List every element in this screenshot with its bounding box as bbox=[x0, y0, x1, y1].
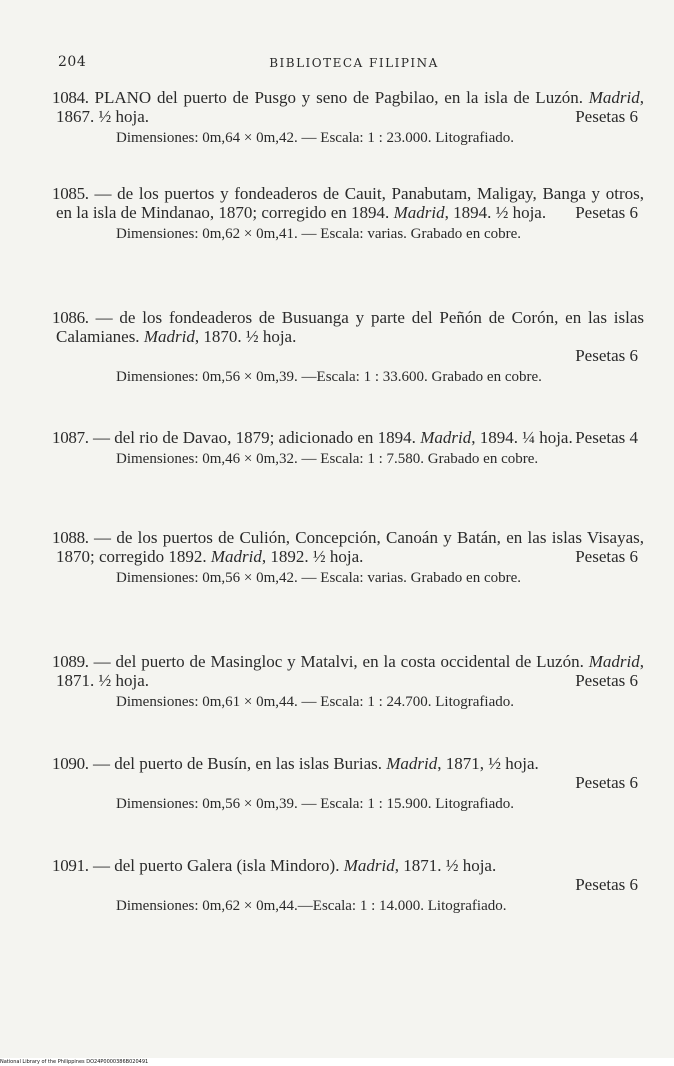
entry-price: Pesetas 6 bbox=[575, 671, 638, 690]
entry-date-size: , 1894. ¼ hoja. bbox=[471, 428, 573, 447]
entry-number: 1086. bbox=[52, 308, 89, 327]
entry-place: Madrid bbox=[588, 652, 640, 671]
entry-number: 1084. bbox=[52, 88, 89, 107]
entry-dimensions: Dimensiones: 0m,56 × 0m,39. — Escala: 1 : 15.900. Litografiado. bbox=[116, 796, 514, 812]
entry-description: — de los fondeaderos de Busuanga y parte del Peñón de Corón, en las islas Calamianes. bbox=[56, 308, 644, 346]
entry-description: PLANO del puerto de Pusgo y seno de Pagbilao, en la isla de Luzón. bbox=[88, 88, 589, 107]
entry-description: — del puerto de Busín, en las islas Burias. bbox=[88, 754, 387, 773]
entry-dimensions: Dimensiones: 0m,62 × 0m,41. — Escala: varias. Grabado en cobre. bbox=[116, 226, 522, 242]
entry-dimensions: Dimensiones: 0m,62 × 0m,44.—Escala: 1 : 14.000. Litografiado. bbox=[116, 898, 507, 914]
entry-place: Madrid bbox=[588, 88, 640, 107]
catalog-entry bbox=[52, 856, 644, 914]
entry-place: Madrid bbox=[420, 428, 472, 447]
entry-number: 1091. bbox=[52, 856, 89, 875]
entry-place: Madrid bbox=[343, 856, 395, 875]
catalog-entry bbox=[52, 184, 644, 242]
entry-description: — del rio de Davao, 1879; adicionado en 1894. bbox=[88, 428, 421, 447]
catalog-entry bbox=[52, 652, 644, 710]
catalog-entry bbox=[52, 754, 644, 812]
entry-description: — del puerto de Masingloc y Matalvi, en la costa occidental de Luzón. bbox=[88, 652, 589, 671]
entry-price: Pesetas 6 bbox=[575, 346, 638, 365]
catalog-entry bbox=[52, 88, 644, 146]
running-title: BIBLIOTECA FILIPINA bbox=[269, 56, 439, 70]
scan-credit: National Library of the Philippines DO24P0000386B020491 bbox=[0, 1058, 674, 1066]
catalog-entry bbox=[52, 428, 644, 467]
entry-number: 1090. bbox=[52, 754, 89, 773]
entry-dimensions: Dimensiones: 0m,46 × 0m,32. — Escala: 1 : 7.580. Grabado en cobre. bbox=[116, 451, 539, 467]
entry-place: Madrid bbox=[393, 203, 445, 222]
catalog-entry bbox=[52, 308, 644, 385]
entry-description: — de los puertos de Culión, Concepción, Canoán y Batán, en las islas Visayas, 1870; corregido 1892. bbox=[56, 528, 644, 566]
entry-dimensions: Dimensiones: 0m,64 × 0m,42. — Escala: 1 : 23.000. Litografiado. bbox=[116, 130, 514, 146]
entry-date-size: , 1871, ½ hoja. bbox=[437, 754, 539, 773]
entry-date-size: , 1894. ½ hoja. bbox=[444, 203, 547, 222]
entry-price: Pesetas 6 bbox=[575, 773, 638, 792]
entry-price: Pesetas 4 bbox=[575, 428, 638, 447]
entry-price: Pesetas 6 bbox=[575, 875, 638, 894]
entry-number: 1085. bbox=[52, 184, 89, 203]
entry-place: Madrid bbox=[210, 547, 262, 566]
entry-number: 1087. bbox=[52, 428, 89, 447]
entry-date-size: , 1892. ½ hoja. bbox=[261, 547, 364, 566]
running-head bbox=[58, 54, 640, 74]
page-number: 204 bbox=[58, 54, 87, 70]
entry-description: — de los puertos y fondeaderos de Cauit, Panabutam, Maligay, Banga y otros, en la isla de Mindanao, 1870; corregido en 1894. bbox=[56, 184, 644, 222]
entry-date-size: , 1871. ½ hoja. bbox=[394, 856, 497, 875]
entry-price: Pesetas 6 bbox=[575, 203, 638, 222]
entry-place: Madrid bbox=[386, 754, 438, 773]
catalog-entry bbox=[52, 528, 644, 586]
entry-date-size: , 1867. ½ hoja. bbox=[56, 88, 644, 126]
entry-date-size: , 1870. ½ hoja. bbox=[194, 327, 297, 346]
entry-price: Pesetas 6 bbox=[575, 547, 638, 566]
entry-date-size: , 1871. ½ hoja. bbox=[56, 652, 644, 690]
entry-number: 1089. bbox=[52, 652, 89, 671]
entry-number: 1088. bbox=[52, 528, 89, 547]
entry-description: — del puerto Galera (isla Mindoro). bbox=[88, 856, 344, 875]
entry-dimensions: Dimensiones: 0m,56 × 0m,42. — Escala: varias. Grabado en cobre. bbox=[116, 570, 522, 586]
entry-dimensions: Dimensiones: 0m,61 × 0m,44. — Escala: 1 : 24.700. Litografiado. bbox=[116, 694, 514, 710]
entry-price: Pesetas 6 bbox=[575, 107, 638, 126]
entry-dimensions: Dimensiones: 0m,56 × 0m,39. —Escala: 1 : 33.600. Grabado en cobre. bbox=[116, 369, 542, 385]
entry-place: Madrid bbox=[143, 327, 195, 346]
